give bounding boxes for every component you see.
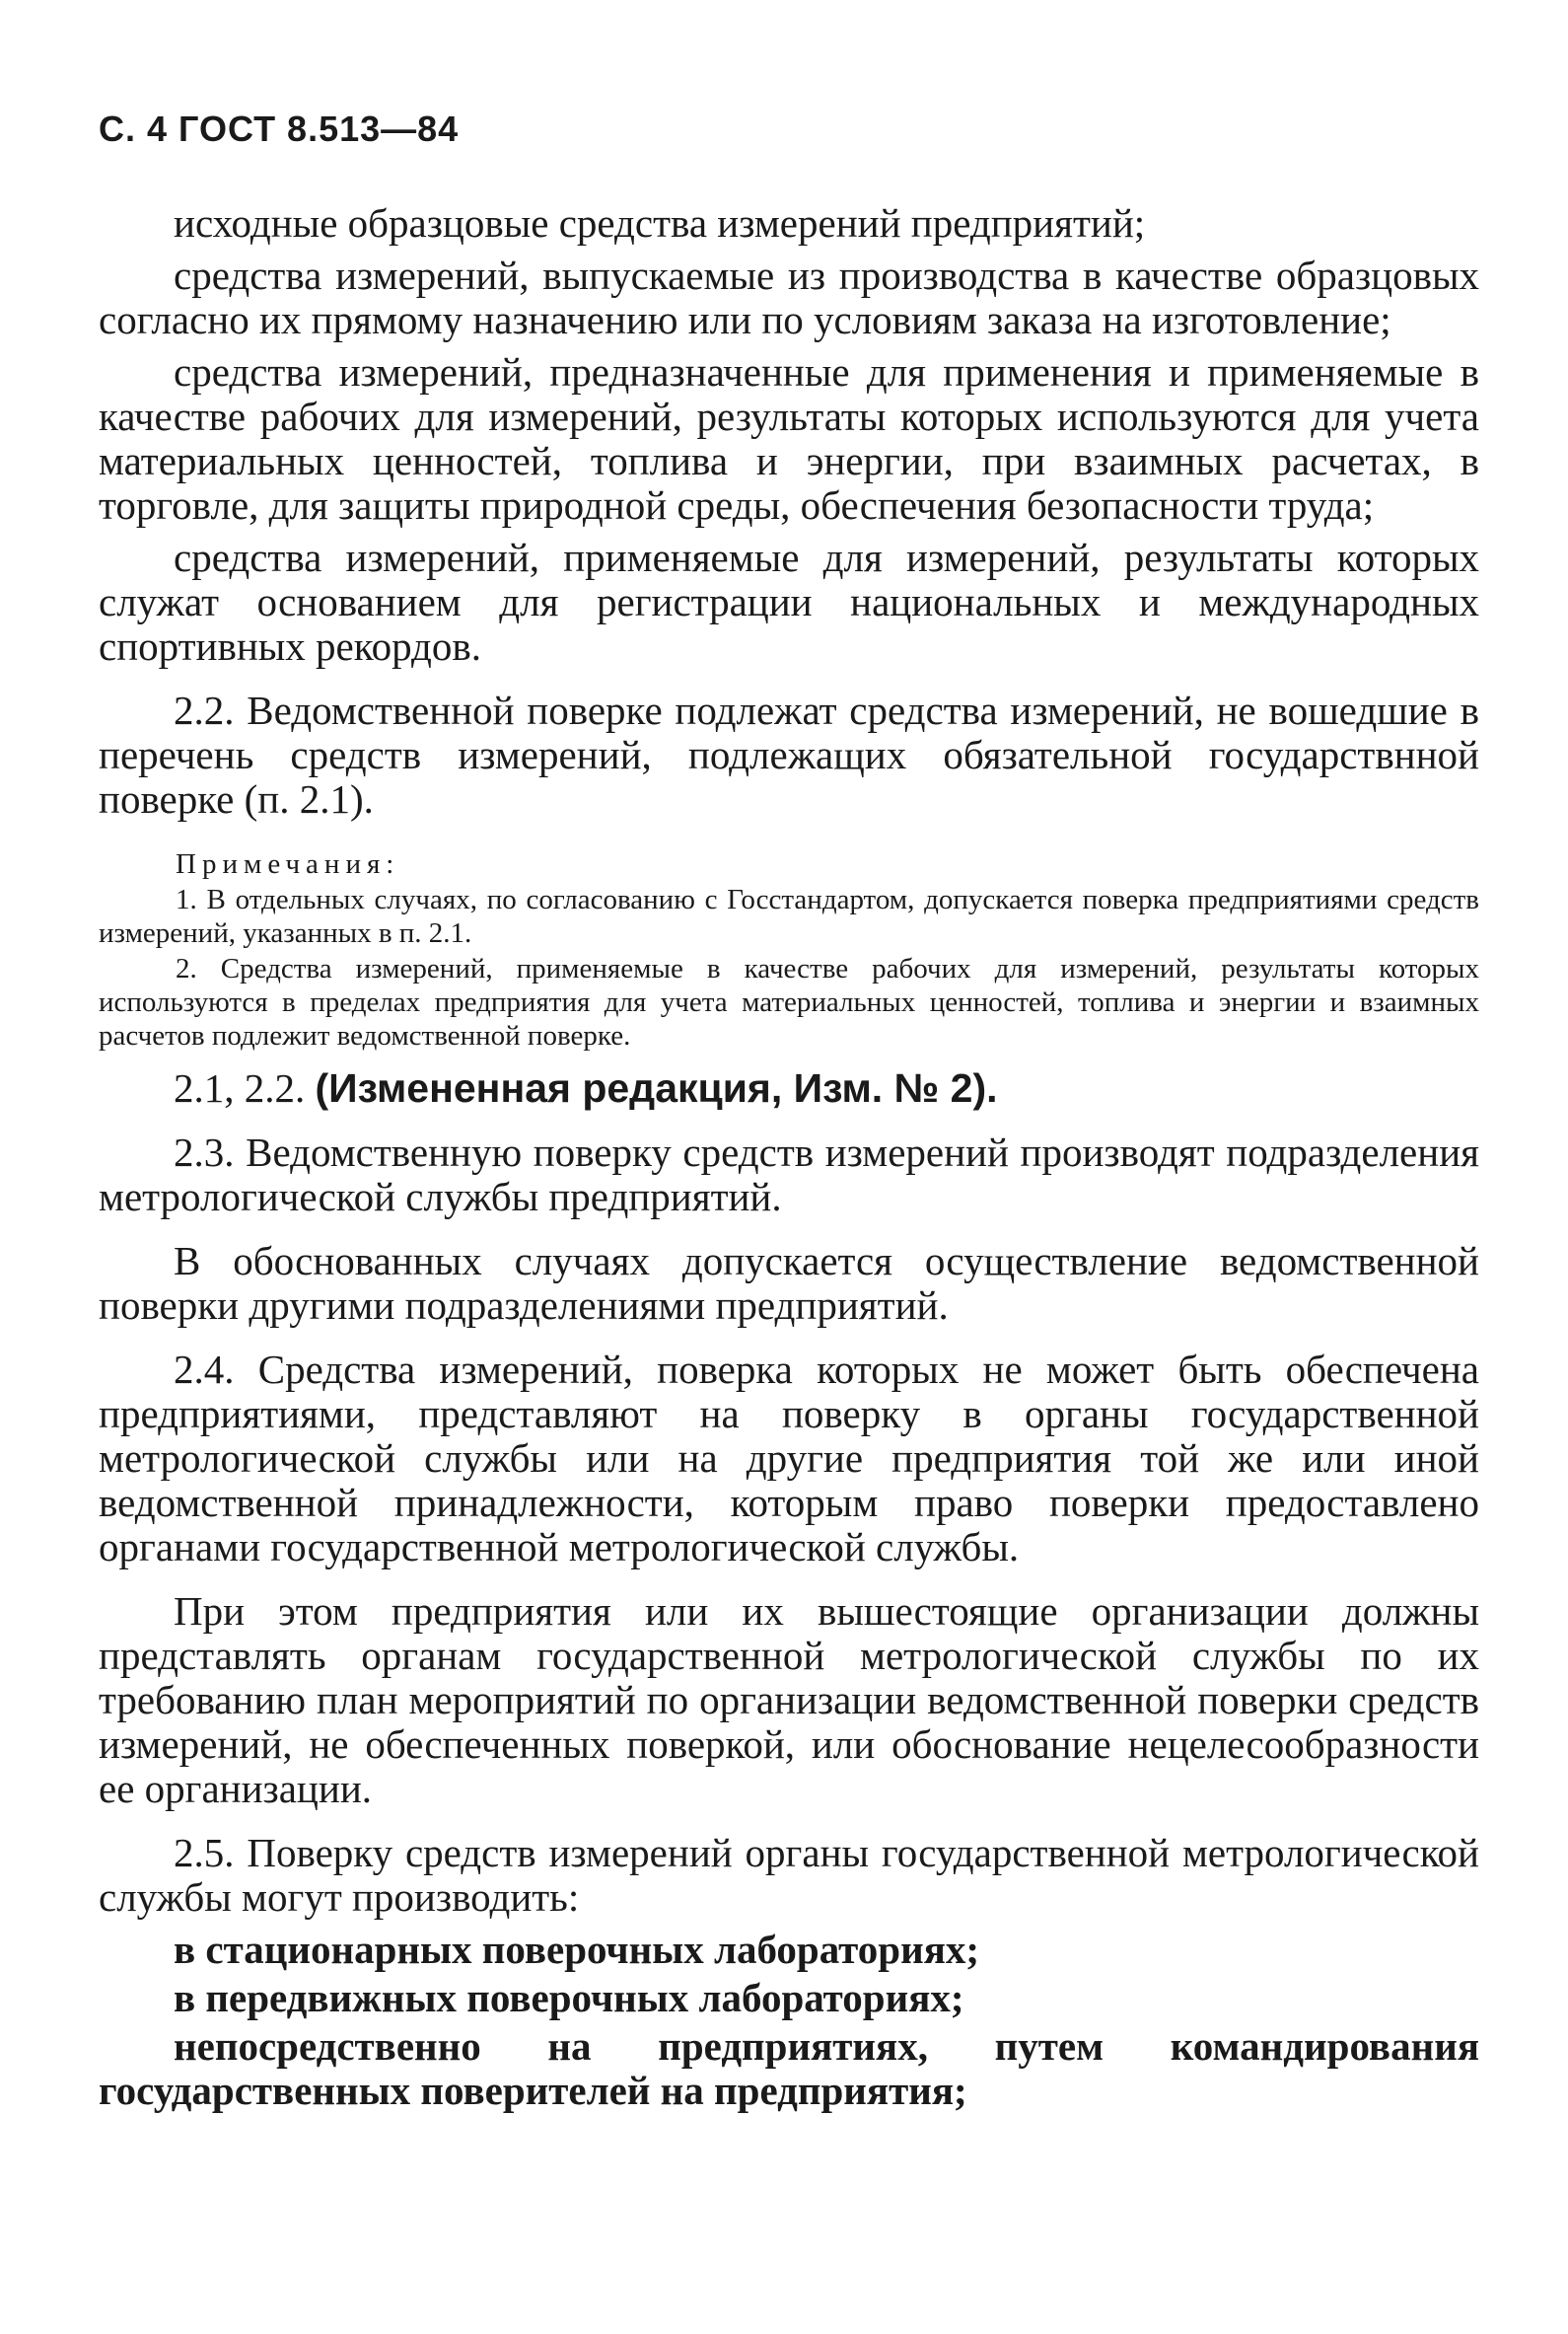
list-item-working-instruments: средства измерений, предназначенные для применения и применяемые в качестве рабочих для измерений, результаты которых используются для учета материальных ценностей, топлива и энергии, при взаимных расчетах, в торговле, для защиты природной среды, обеспечения безопасности труда;: [99, 349, 1479, 528]
section-2-4: 2.4. Средства измерений, поверка которых не может быть обеспечена предприятиями, представляют на поверку в органы государственной метрологической службы или на другие предприятия той же или иной ведомственной принадлежности, которым право поверки предоставлено органами государственной метрологической службы.: [99, 1347, 1479, 1569]
section-2-5: 2.5. Поверку средств измерений органы государственной метрологической службы могут производить:: [99, 1830, 1479, 1920]
note-1: 1. В отдельных случаях, по согласованию с Госстандартом, допускается поверка предприятиями средств измерений, указанных в п. 2.1.: [99, 884, 1479, 949]
list-item-initial-standards: исходные образцовые средства измерений предприятий;: [174, 200, 1146, 246]
section-2-3-cont: В обоснованных случаях допускается осуществление ведомственной поверки другими подразделениями предприятий.: [99, 1238, 1479, 1328]
section-2-5-item-3: непосредственно на предприятиях, путем командирования государственных поверителей на предприятия;: [99, 2023, 1479, 2113]
section-2-5-item-2: в передвижных поверочных лабораториях;: [174, 1975, 964, 2020]
amendment-note: [99, 1066, 1479, 1111]
list-item-produced-standards: средства измерений, выпускаемые из производства в качестве образцовых согласно их прямому назначению или по условиям заказа на изготовление;: [99, 253, 1479, 342]
section-2-5-item-1: в стационарных поверочных лабораториях;: [174, 1927, 980, 1972]
amendment-bold: (Измененная редакция, Изм. № 2).: [315, 1065, 998, 1111]
document-page: [99, 109, 1479, 2117]
section-2-2: 2.2. Ведомственной поверке подлежат средства измерений, не вошедшие в перечень средств измерений, подлежащих обязательной государствнной поверке (п. 2.1).: [99, 688, 1479, 822]
notes-block: [99, 847, 1479, 1053]
note-2: 2. Средства измерений, применяемые в качестве рабочих для измерений, результаты которых используются в пределах предприятия для учета материальных ценностей, топлива и энергии и взаимных расчетов подлежит ведомственной поверке.: [99, 953, 1479, 1052]
notes-title: Примечания:: [176, 848, 400, 880]
section-2-3: 2.3. Ведомственную поверку средств измерений производят подразделения метрологической службы предприятий.: [99, 1130, 1479, 1219]
list-item-sports-records: средства измерений, применяемые для измерений, результаты которых служат основанием для регистрации национальных и международных спортивных рекордов.: [99, 535, 1479, 669]
section-2-4-cont: При этом предприятия или их вышестоящие организации должны представлять органам государственной метрологической службы по их требованию план мероприятий по организации ведомственной поверки средств измерений, не обеспеченных поверкой, или обоснование нецелесообразности ее организации.: [99, 1588, 1479, 1811]
page-header: С. 4 ГОСТ 8.513—84: [99, 109, 460, 149]
amendment-prefix: 2.1, 2.2.: [174, 1065, 316, 1111]
